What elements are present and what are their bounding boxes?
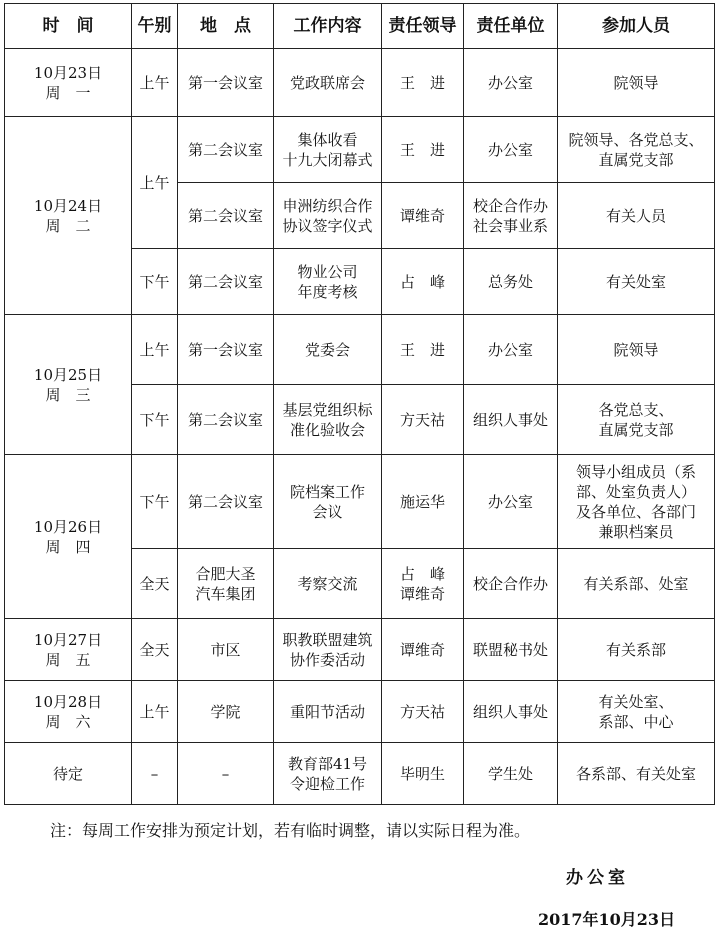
unit-cell: 学生处 bbox=[464, 743, 558, 805]
table-row bbox=[5, 117, 715, 183]
date-cell: 10月26日 周 四 bbox=[5, 455, 132, 619]
location-cell: 合肥大圣 汽车集团 bbox=[178, 549, 274, 619]
table-row bbox=[5, 315, 715, 385]
table-row bbox=[5, 619, 715, 681]
work-cell: 教育部41号 令迎检工作 bbox=[274, 743, 382, 805]
leader-cell: 施运华 bbox=[382, 455, 464, 549]
slot-cell: 全天 bbox=[132, 619, 178, 681]
slot-cell: – bbox=[132, 743, 178, 805]
slot-cell: 全天 bbox=[132, 549, 178, 619]
work-cell: 重阳节活动 bbox=[274, 681, 382, 743]
attendees-cell: 院领导、各党总支、 直属党支部 bbox=[558, 117, 715, 183]
leader-cell: 谭维奇 bbox=[382, 619, 464, 681]
slot-cell: 下午 bbox=[132, 249, 178, 315]
work-cell: 集体收看 十九大闭幕式 bbox=[274, 117, 382, 183]
unit-cell: 联盟秘书处 bbox=[464, 619, 558, 681]
slot-cell: 上午 bbox=[132, 315, 178, 385]
header-row bbox=[5, 4, 715, 49]
date-cell: 10月24日 周 二 bbox=[5, 117, 132, 315]
header-time: 时 间 bbox=[5, 4, 132, 49]
schedule-table bbox=[4, 3, 715, 805]
leader-cell: 王 进 bbox=[382, 117, 464, 183]
location-cell: 第二会议室 bbox=[178, 385, 274, 455]
signature-date: 2017年10月23日 bbox=[538, 910, 676, 929]
attendees-cell: 各系部、有关处室 bbox=[558, 743, 715, 805]
slot-cell: 下午 bbox=[132, 455, 178, 549]
leader-cell: 方天祜 bbox=[382, 681, 464, 743]
location-cell: – bbox=[178, 743, 274, 805]
date-cell: 10月27日 周 五 bbox=[5, 619, 132, 681]
attendees-cell: 有关人员 bbox=[558, 183, 715, 249]
location-cell: 第一会议室 bbox=[178, 315, 274, 385]
work-cell: 物业公司 年度考核 bbox=[274, 249, 382, 315]
table-row bbox=[5, 681, 715, 743]
work-cell: 职教联盟建筑 协作委活动 bbox=[274, 619, 382, 681]
leader-cell: 占 峰 bbox=[382, 249, 464, 315]
leader-cell: 谭维奇 bbox=[382, 183, 464, 249]
date-cell: 10月25日 周 三 bbox=[5, 315, 132, 455]
header-work: 工作内容 bbox=[274, 4, 382, 49]
attendees-cell: 院领导 bbox=[558, 49, 715, 117]
work-cell: 院档案工作 会议 bbox=[274, 455, 382, 549]
slot-cell: 上午 bbox=[132, 117, 178, 249]
attendees-cell: 有关处室、 系部、中心 bbox=[558, 681, 715, 743]
attendees-cell: 院领导 bbox=[558, 315, 715, 385]
footnote: 注：每周工作安排为预定计划，若有临时调整，请以实际日程为准。 bbox=[50, 821, 531, 840]
header-leader: 责任领导 bbox=[382, 4, 464, 49]
slot-cell: 下午 bbox=[132, 385, 178, 455]
location-cell: 市区 bbox=[178, 619, 274, 681]
leader-cell: 毕明生 bbox=[382, 743, 464, 805]
unit-cell: 办公室 bbox=[464, 49, 558, 117]
unit-cell: 校企合作办 社会事业系 bbox=[464, 183, 558, 249]
unit-cell: 办公室 bbox=[464, 455, 558, 549]
header-attendees: 参加人员 bbox=[558, 4, 715, 49]
unit-cell: 组织人事处 bbox=[464, 385, 558, 455]
slot-cell: 上午 bbox=[132, 681, 178, 743]
attendees-cell: 领导小组成员（系 部、处室负责人） 及各单位、各部门 兼职档案员 bbox=[558, 455, 715, 549]
unit-cell: 校企合作办 bbox=[464, 549, 558, 619]
work-cell: 党委会 bbox=[274, 315, 382, 385]
work-cell: 申洲纺织合作 协议签字仪式 bbox=[274, 183, 382, 249]
date-cell: 10月23日 周 一 bbox=[5, 49, 132, 117]
location-cell: 第二会议室 bbox=[178, 249, 274, 315]
work-cell: 基层党组织标 准化验收会 bbox=[274, 385, 382, 455]
work-cell: 考察交流 bbox=[274, 549, 382, 619]
table-row bbox=[5, 455, 715, 549]
attendees-cell: 有关处室 bbox=[558, 249, 715, 315]
table-row bbox=[5, 49, 715, 117]
unit-cell: 办公室 bbox=[464, 315, 558, 385]
unit-cell: 总务处 bbox=[464, 249, 558, 315]
header-location: 地 点 bbox=[178, 4, 274, 49]
header-slot: 午别 bbox=[132, 4, 178, 49]
location-cell: 学院 bbox=[178, 681, 274, 743]
location-cell: 第二会议室 bbox=[178, 117, 274, 183]
location-cell: 第二会议室 bbox=[178, 455, 274, 549]
table-row bbox=[5, 743, 715, 805]
leader-cell: 王 进 bbox=[382, 315, 464, 385]
slot-cell: 上午 bbox=[132, 49, 178, 117]
location-cell: 第二会议室 bbox=[178, 183, 274, 249]
unit-cell: 组织人事处 bbox=[464, 681, 558, 743]
date-cell: 待定 bbox=[5, 743, 132, 805]
signature-office: 办公室 bbox=[566, 868, 629, 888]
unit-cell: 办公室 bbox=[464, 117, 558, 183]
date-cell: 10月28日 周 六 bbox=[5, 681, 132, 743]
attendees-cell: 有关系部、处室 bbox=[558, 549, 715, 619]
leader-cell: 方天祜 bbox=[382, 385, 464, 455]
attendees-cell: 有关系部 bbox=[558, 619, 715, 681]
leader-cell: 占 峰 谭维奇 bbox=[382, 549, 464, 619]
attendees-cell: 各党总支、 直属党支部 bbox=[558, 385, 715, 455]
header-unit: 责任单位 bbox=[464, 4, 558, 49]
location-cell: 第一会议室 bbox=[178, 49, 274, 117]
work-cell: 党政联席会 bbox=[274, 49, 382, 117]
leader-cell: 王 进 bbox=[382, 49, 464, 117]
